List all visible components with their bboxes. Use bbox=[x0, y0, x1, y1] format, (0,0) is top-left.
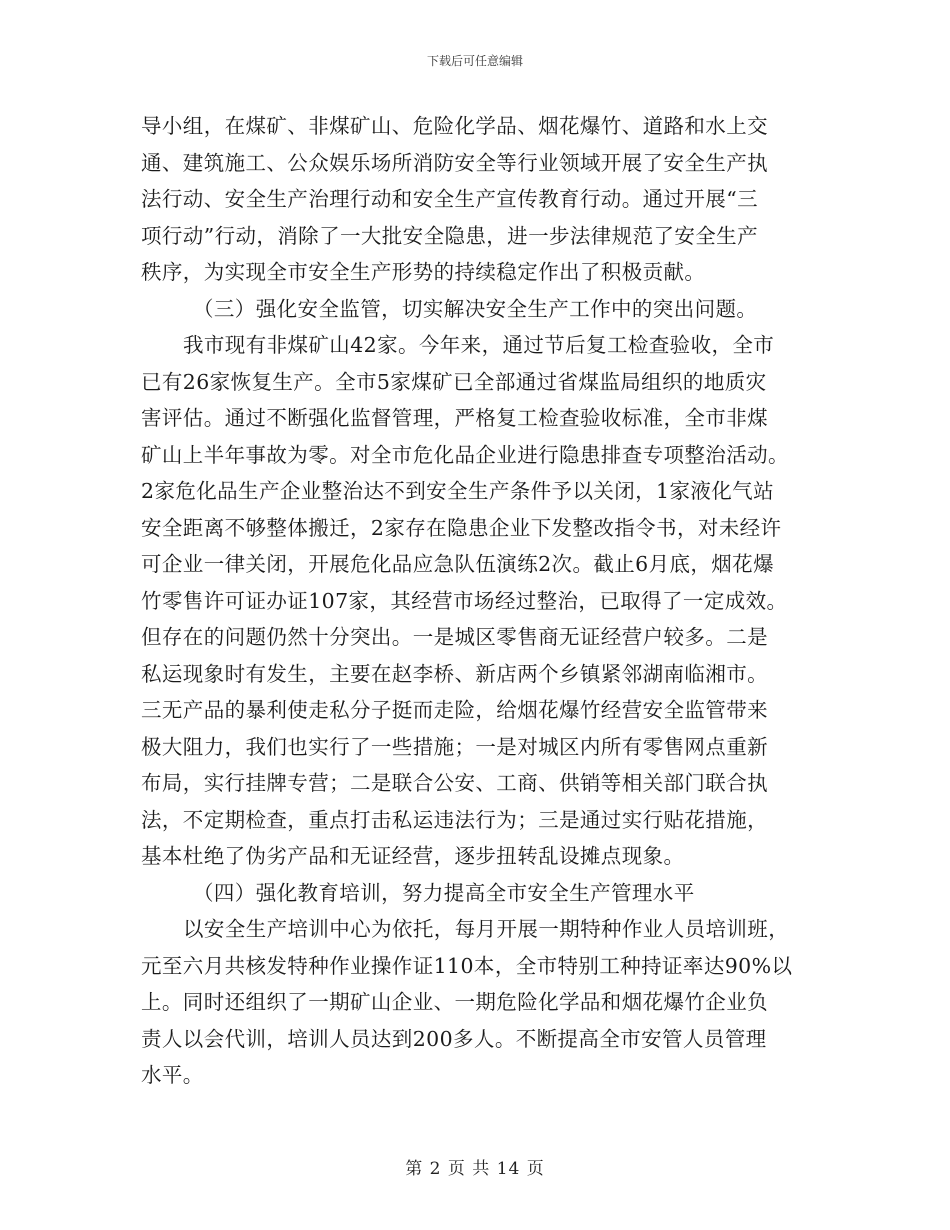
page-header: 下载后可任意编辑 bbox=[426, 54, 523, 68]
body-line: 水平。 bbox=[141, 1063, 204, 1087]
section-heading: （四）强化教育培训，努力提高全市安全生产管理水平 bbox=[193, 880, 695, 905]
body-line: 项行动”行动，消除了一大批安全隐患，进一步法律规范了安全生产 bbox=[141, 223, 758, 248]
paragraph-start: 我市现有非煤矿山42家。今年来，通过节后复工检查验收，全市 bbox=[183, 333, 775, 357]
body-line: 布局，实行挂牌专营；二是联合公安、工商、供销等相关部门联合执 bbox=[141, 771, 768, 795]
body-line: 基本杜绝了伪劣产品和无证经营，逐步扭转乱设摊点现象。 bbox=[141, 844, 685, 868]
body-line: 法行动、安全生产治理行动和安全生产宣传教育行动。通过开展“三 bbox=[141, 187, 758, 211]
body-line: 通、建筑施工、公众娱乐场所消防安全等行业领域开展了安全生产执 bbox=[141, 150, 768, 175]
page-number: 第 2 页 共 14 页 bbox=[405, 1159, 545, 1179]
body-line: 私运现象时有发生，主要在赵李桥、新店两个乡镇紧邻湖南临湘市。 bbox=[141, 661, 768, 686]
body-line: 安全距离不够整体搬迁，2家存在隐患企业下发整改指令书，对未经许 bbox=[141, 515, 782, 540]
body-line: 可企业一律关闭，开展危化品应急队伍演练2次。截止6月底，烟花爆 bbox=[141, 552, 774, 576]
body-line: 元至六月共核发特种作业操作证110本，全市特别工种持证率达90%以 bbox=[141, 953, 793, 978]
body-line: 矿山上半年事故为零。对全市危化品企业进行隐患排查专项整治活动。 bbox=[141, 442, 789, 467]
paragraph-start: 以安全生产培训中心为依托，每月开展一期特种作业人员培训班， bbox=[183, 917, 790, 941]
body-line: 法，不定期检查，重点打击私运违法行为；三是通过实行贴花措施， bbox=[141, 807, 768, 832]
document-body bbox=[141, 108, 801, 1094]
body-line: 秩序，为实现全市安全生产形势的持续稳定作出了积极贡献。 bbox=[141, 260, 706, 284]
section-heading: （三）强化安全监管，切实解决安全生产工作中的突出问题。 bbox=[193, 296, 758, 321]
body-line: 害评估。通过不断强化监督管理，严格复工检查验收标准，全市非煤 bbox=[141, 406, 768, 430]
body-line: 但存在的问题仍然十分突出。一是城区零售商无证经营户较多。二是 bbox=[141, 625, 768, 649]
body-line: 2家危化品生产企业整治达不到安全生产条件予以关闭，1家液化气站 bbox=[141, 479, 774, 503]
body-line: 责人以会代训，培训人员达到200多人。不断提高全市安管人员管理 bbox=[141, 1026, 767, 1051]
body-line: 已有26家恢复生产。全市5家煤矿已全部通过省煤监局组织的地质灾 bbox=[141, 369, 767, 394]
body-line: 三无产品的暴利使走私分子挺而走险，给烟花爆竹经营安全监管带来 bbox=[141, 698, 768, 722]
body-line: 竹零售许可证办证107家，其经营市场经过整治，已取得了一定成效。 bbox=[141, 588, 788, 613]
body-line: 上。同时还组织了一期矿山企业、一期危险化学品和烟花爆竹企业负 bbox=[141, 990, 768, 1014]
body-line: 导小组，在煤矿、非煤矿山、危险化学品、烟花爆竹、道路和水上交 bbox=[141, 114, 768, 138]
body-line: 极大阻力，我们也实行了一些措施；一是对城区内所有零售网点重新 bbox=[141, 734, 768, 759]
